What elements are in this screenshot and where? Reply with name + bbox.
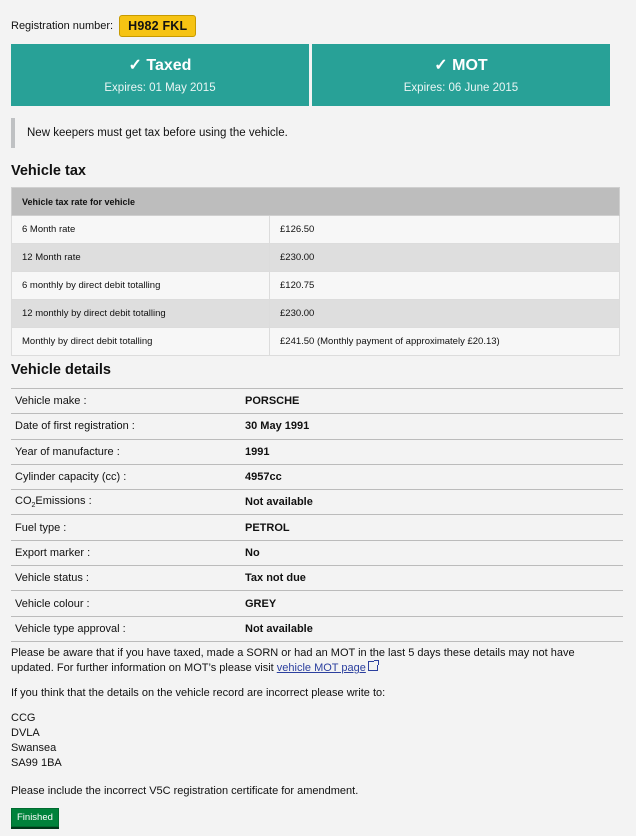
mot-link-label: vehicle MOT page — [276, 662, 366, 674]
new-keeper-notice — [11, 118, 610, 148]
detail-value: 4957cc — [241, 464, 623, 489]
update-notice-text: Please be aware that if you have taxed, made a SORN or had an MOT in the last 5 days these details may not have updated. For further information on MOT’s please visit — [11, 647, 575, 674]
vehicle-details-table — [11, 388, 623, 642]
external-link-icon — [368, 661, 378, 671]
address-line: DVLA — [11, 727, 40, 739]
table-row — [12, 216, 620, 244]
notice-text: New keepers must get tax before using the vehicle. — [27, 127, 288, 139]
update-notice-paragraph — [11, 646, 611, 676]
mot-expiry: Expires: 06 June 2015 — [403, 82, 519, 94]
table-row — [11, 464, 623, 489]
tax-expiry: Expires: 01 May 2015 — [104, 82, 216, 94]
registration-plate: H982 FKL — [119, 15, 196, 37]
finished-button[interactable]: Finished — [11, 808, 59, 827]
co2-label-suffix: Emissions : — [35, 495, 92, 508]
vehicle-tax-heading: Vehicle tax — [11, 163, 86, 179]
detail-value: No — [241, 540, 623, 565]
table-row — [12, 300, 620, 328]
mot-status-title: ✓ MOT — [434, 57, 488, 74]
detail-value: PORSCHE — [241, 389, 623, 414]
detail-label: Vehicle colour : — [11, 591, 241, 616]
table-row — [11, 389, 623, 414]
tax-table-header: Vehicle tax rate for vehicle — [12, 188, 620, 216]
detail-value: Not available — [241, 616, 623, 641]
detail-label: Fuel type : — [11, 515, 241, 540]
detail-label: Date of first registration : — [11, 414, 241, 439]
table-row — [11, 566, 623, 591]
tax-rate-label: Monthly by direct debit totalling — [12, 328, 270, 356]
detail-label-co2 — [11, 490, 241, 515]
table-row — [11, 414, 623, 439]
mot-status-panel — [312, 44, 610, 106]
vehicle-tax-table — [11, 187, 620, 356]
table-row — [11, 490, 623, 515]
table-row — [11, 616, 623, 641]
co2-label-subscript: 2 — [31, 502, 36, 510]
incorrect-details-paragraph: If you think that the details on the vehicle record are incorrect please write to: — [11, 687, 386, 699]
include-v5c-paragraph: Please include the incorrect V5C registration certificate for amendment. — [11, 785, 359, 797]
detail-value: 30 May 1991 — [241, 414, 623, 439]
detail-value: 1991 — [241, 439, 623, 464]
table-row — [11, 591, 623, 616]
detail-label: Export marker : — [11, 540, 241, 565]
tax-rate-value: £126.50 — [270, 216, 620, 244]
address-line: SA99 1BA — [11, 757, 62, 769]
detail-label: Year of manufacture : — [11, 439, 241, 464]
detail-value: Not available — [241, 490, 623, 515]
tax-rate-label: 6 Month rate — [12, 216, 270, 244]
tax-rate-value: £241.50 (Monthly payment of approximately £20.13) — [270, 328, 620, 356]
table-row — [11, 540, 623, 565]
table-row — [12, 244, 620, 272]
detail-label: Cylinder capacity (cc) : — [11, 464, 241, 489]
vehicle-mot-page-link[interactable] — [277, 662, 378, 674]
detail-value: PETROL — [241, 515, 623, 540]
tax-rate-value: £230.00 — [270, 244, 620, 272]
tax-rate-value: £230.00 — [270, 300, 620, 328]
detail-label: Vehicle status : — [11, 566, 241, 591]
co2-label-prefix: CO — [15, 495, 32, 508]
tax-status-title: ✓ Taxed — [128, 57, 192, 74]
tax-rate-label: 12 monthly by direct debit totalling — [12, 300, 270, 328]
table-row — [11, 515, 623, 540]
detail-value: GREY — [241, 591, 623, 616]
registration-label: Registration number: — [11, 20, 114, 32]
tax-status-panel — [11, 44, 309, 106]
tax-rate-label: 6 monthly by direct debit totalling — [12, 272, 270, 300]
detail-label: Vehicle make : — [11, 389, 241, 414]
tax-rate-value: £120.75 — [270, 272, 620, 300]
registration-row — [11, 14, 196, 38]
dvla-address — [11, 711, 611, 771]
tax-rate-label: 12 Month rate — [12, 244, 270, 272]
table-row — [11, 439, 623, 464]
address-line: Swansea — [11, 742, 57, 754]
address-line: CCG — [11, 712, 36, 724]
detail-label: Vehicle type approval : — [11, 616, 241, 641]
vehicle-details-heading: Vehicle details — [11, 362, 111, 378]
table-row — [12, 328, 620, 356]
table-row — [12, 272, 620, 300]
status-panels — [11, 44, 610, 106]
detail-value: Tax not due — [241, 566, 623, 591]
